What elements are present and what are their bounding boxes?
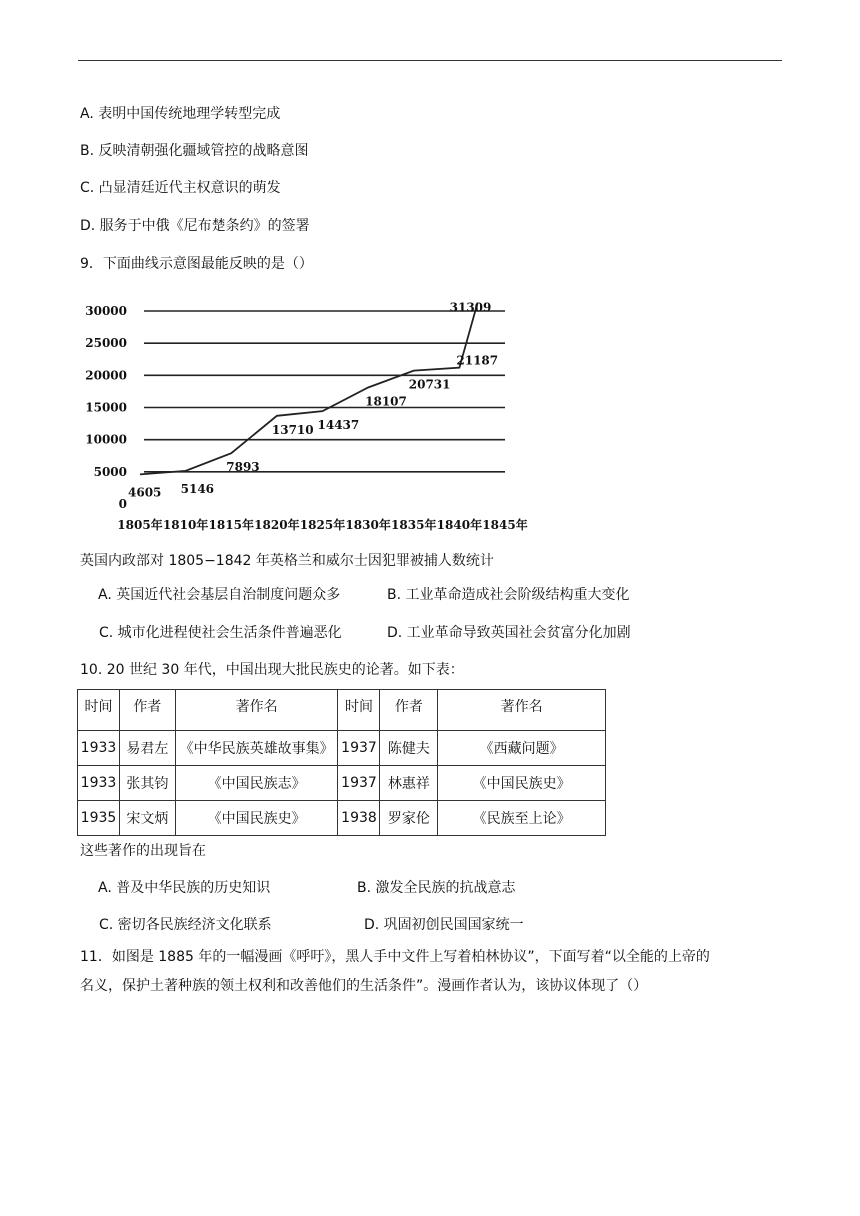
header-cell: 时间	[78, 690, 120, 731]
table-cell: 1937	[338, 766, 380, 801]
q8-option-c[interactable]: C. 凸显清廷近代主权意识的萌发	[80, 180, 281, 196]
x-tick-label: 1810年	[162, 518, 209, 532]
header-cell: 作者	[380, 690, 438, 731]
data-label: 5146	[180, 481, 215, 496]
q9-option-a[interactable]: A. 英国近代社会基层自治制度问题众多	[98, 587, 341, 603]
table-cell: 《中华民族英雄故事集》	[175, 731, 338, 766]
data-label: 7893	[226, 460, 260, 475]
table-cell: 宋文炳	[119, 801, 175, 836]
q10-option-a[interactable]: A. 普及中华民族的历史知识	[98, 880, 271, 896]
header-cell: 作者	[119, 690, 175, 731]
data-label: 13710	[271, 422, 314, 437]
x-tick-label: 1835年	[391, 518, 437, 532]
x-tick-label: 1820年	[254, 518, 300, 532]
table-cell: 《西藏问题》	[438, 731, 606, 766]
table-cell: 《中国民族史》	[438, 766, 606, 801]
chart-svg	[80, 288, 528, 538]
table-cell: 易君左	[119, 731, 175, 766]
table-cell: 《民族至上论》	[438, 801, 606, 836]
table-cell: 1933	[78, 766, 120, 801]
q11-text-line1: 11．如图是 1885 年的一幅漫画《呼吁》，黑人手中文件上写着柏林协议”，下面写着“以全能的上帝的	[80, 949, 710, 965]
q10-after-text: 这些著作的出现旨在	[80, 843, 206, 859]
q10-option-b[interactable]: B. 激发全民族的抗战意志	[357, 880, 516, 896]
y-tick-label: 15000	[85, 400, 127, 415]
data-label: 4605	[128, 485, 162, 500]
x-tick-label: 1845年	[482, 518, 528, 532]
data-label: 20731	[408, 377, 451, 392]
x-tick-label: 1805年	[117, 518, 163, 532]
q9-option-b[interactable]: B. 工业革命造成社会阶级结构重大变化	[387, 587, 630, 603]
q8-option-a[interactable]: A. 表明中国传统地理学转型完成	[80, 106, 281, 122]
table-row	[78, 731, 606, 766]
table-cell: 陈健夫	[380, 731, 438, 766]
y-tick-label: 5000	[93, 464, 127, 479]
data-label: 21187	[456, 353, 499, 368]
y-tick-label: 30000	[85, 304, 127, 318]
table-cell: 罗家伦	[380, 801, 438, 836]
data-label: 31309	[449, 300, 492, 315]
x-tick-label: 1830年	[345, 518, 391, 532]
table-cell: 《中国民族志》	[175, 766, 338, 801]
q10-table	[77, 689, 606, 836]
table-row	[78, 766, 606, 801]
x-tick-label: 1840年	[436, 518, 483, 532]
header-cell: 著作名	[175, 690, 338, 731]
q11-text-line2: 名义，保护土著种族的领土权利和改善他们的生活条件”。漫画作者认为，该协议体现了（）	[80, 978, 648, 994]
header-cell: 著作名	[438, 690, 606, 731]
q9-option-d[interactable]: D. 工业革命导致英国社会贫富分化加剧	[387, 625, 631, 641]
table-cell: 1938	[338, 801, 380, 836]
table-cell: 1933	[78, 731, 120, 766]
x-tick-label: 1825年	[299, 518, 346, 532]
table-cell: 《中国民族史》	[175, 801, 338, 836]
y-tick-label: 25000	[85, 336, 127, 351]
x-tick-label: 1815年	[208, 518, 254, 532]
q8-option-d[interactable]: D. 服务于中俄《尼布楚条约》的签署	[80, 218, 310, 234]
q10-option-c[interactable]: C. 密切各民族经济文化联系	[99, 917, 272, 933]
data-label: 18107	[365, 394, 407, 409]
q10-question: 10. 20 世纪 30 年代，中国出现大批民族史的论著。如下表：	[80, 662, 464, 678]
table-cell: 林惠祥	[380, 766, 438, 801]
y-tick-label: 20000	[85, 368, 127, 383]
q9-caption: 英国内政部对 1805−1842 年英格兰和威尔士因犯罪被捕人数统计	[80, 553, 494, 569]
header-cell: 时间	[338, 690, 380, 731]
q9-question: 9．下面曲线示意图最能反映的是（）	[80, 256, 313, 272]
q8-option-b[interactable]: B. 反映清朝强化疆域管控的战略意图	[80, 143, 309, 159]
table-cell: 1937	[338, 731, 380, 766]
table-cell: 1935	[78, 801, 120, 836]
q10-option-d[interactable]: D. 巩固初创民国国家统一	[364, 917, 524, 933]
table-header-row	[78, 690, 606, 731]
arrest-line-chart	[80, 288, 528, 538]
header-rule	[78, 60, 782, 61]
q9-option-c[interactable]: C. 城市化进程使社会生活条件普遍恶化	[99, 625, 342, 641]
data-label: 14437	[317, 418, 360, 433]
y-tick-label: 0	[118, 497, 127, 511]
table-cell: 张其钧	[119, 766, 175, 801]
table-row	[78, 801, 606, 836]
y-tick-label: 10000	[85, 432, 127, 447]
